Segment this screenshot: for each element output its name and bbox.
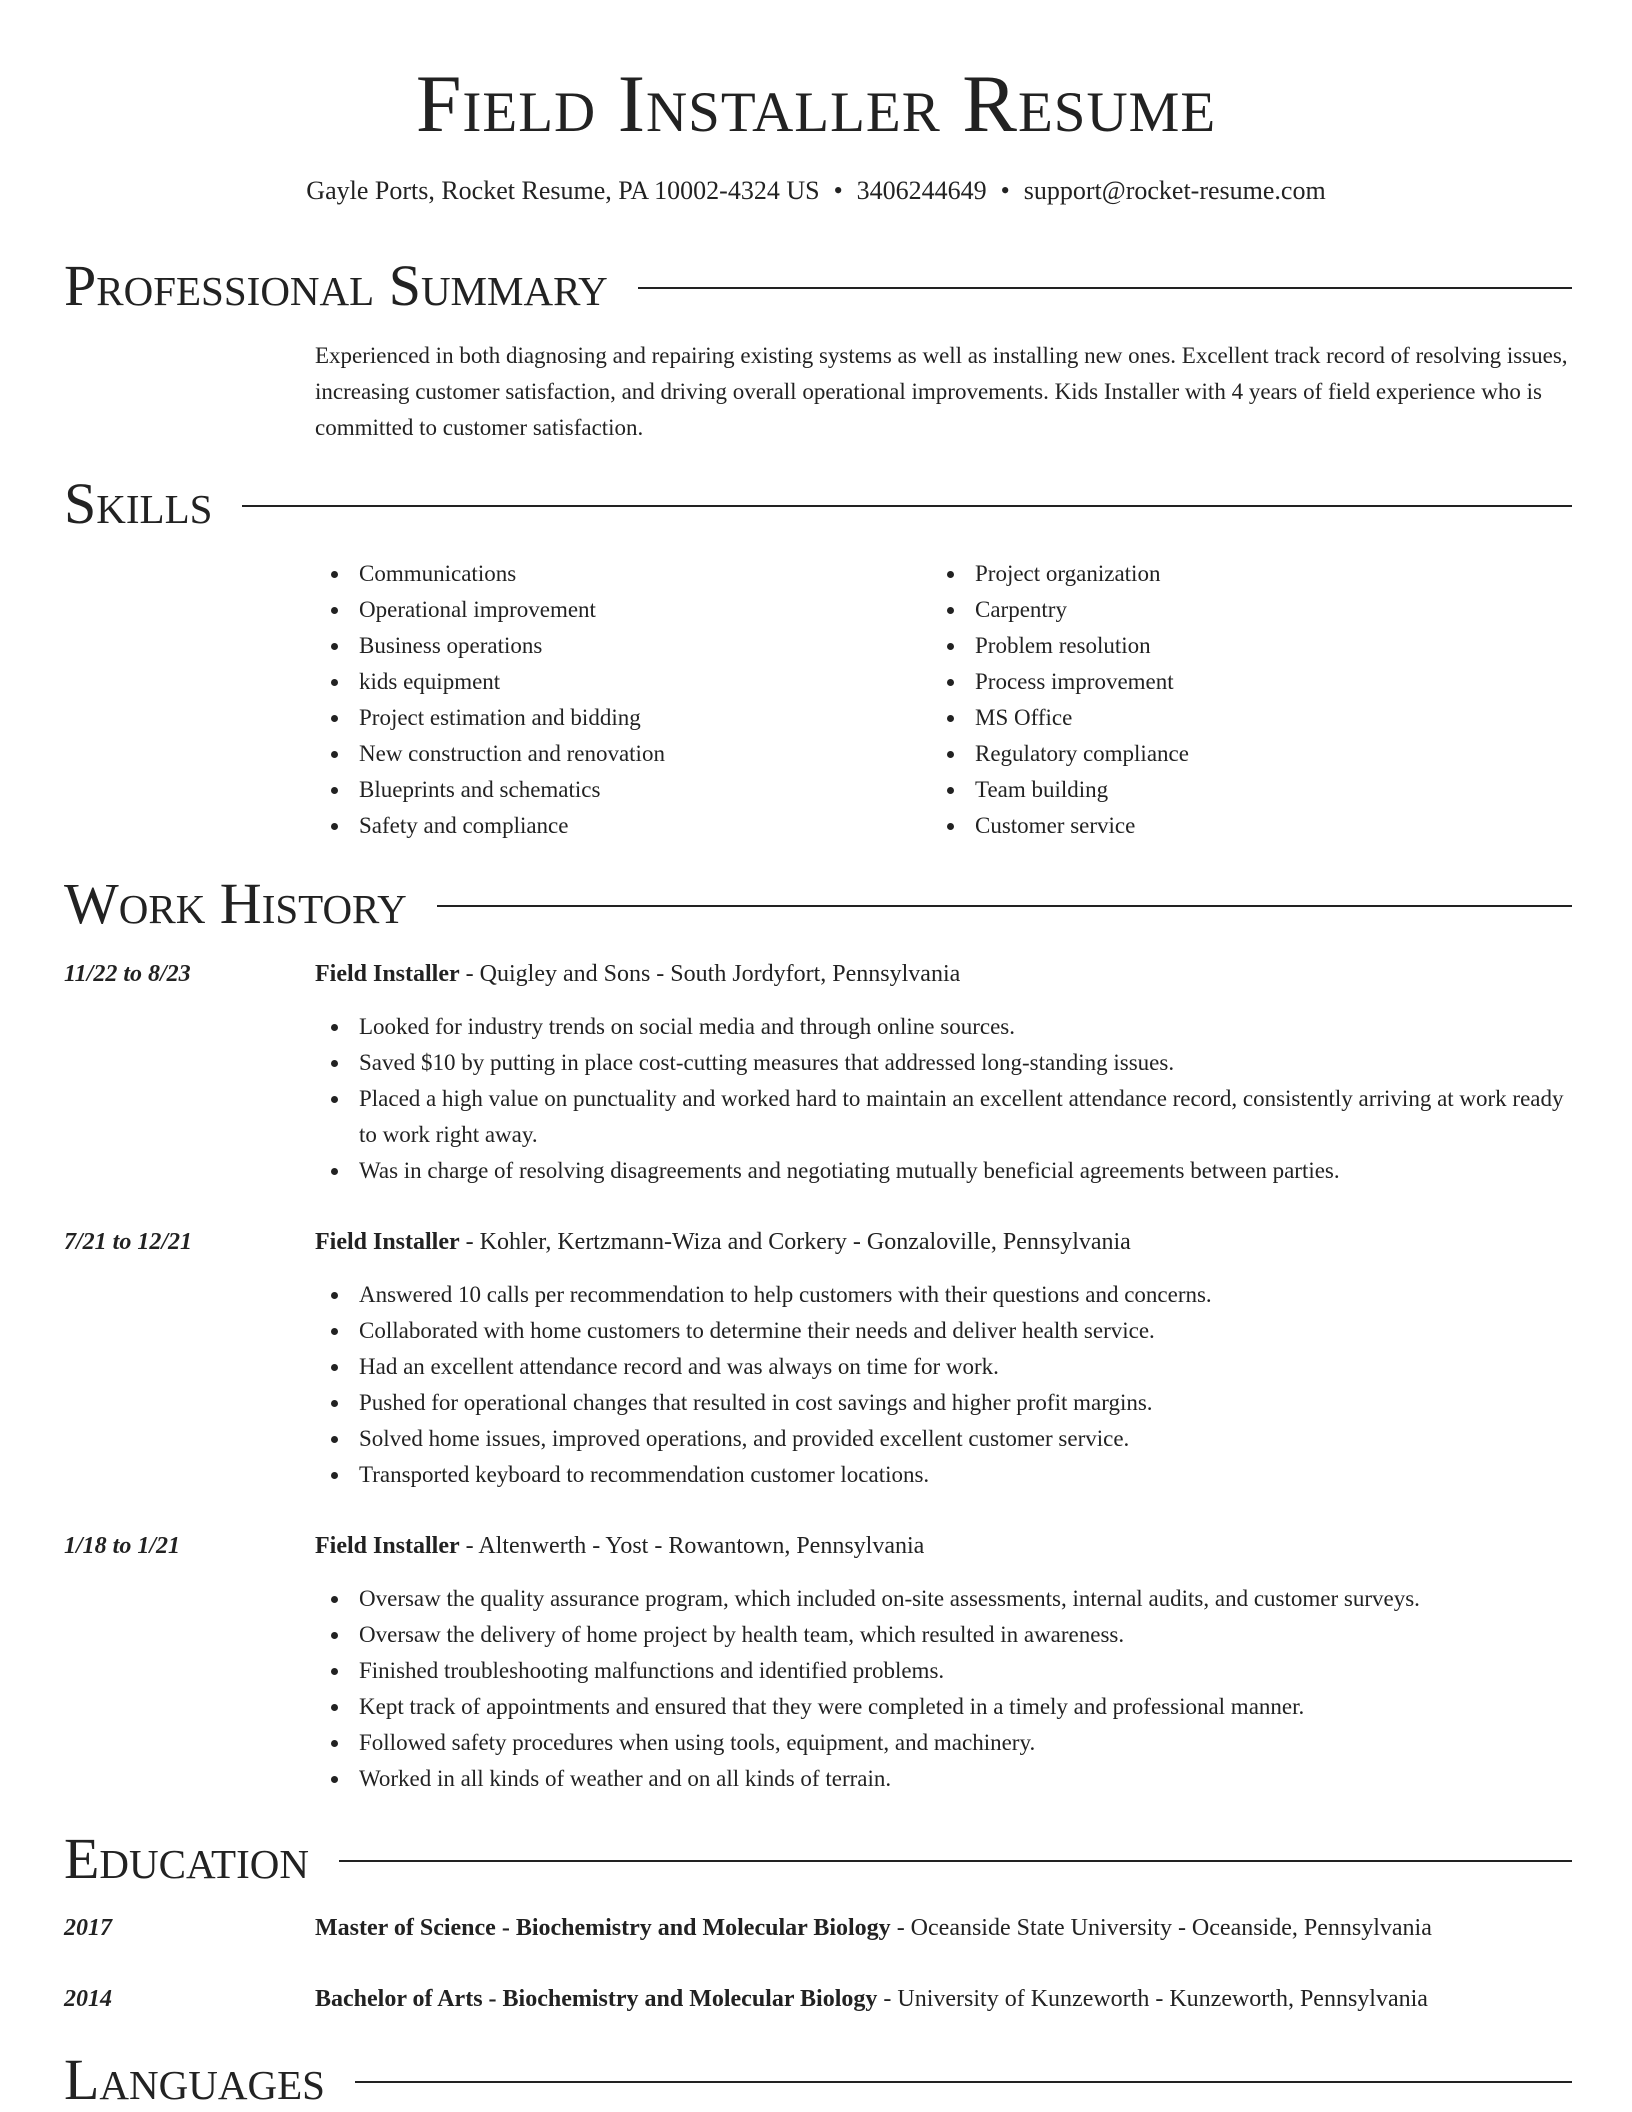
section-title: Work History: [64, 871, 407, 936]
job-title: Field Installer: [315, 1229, 460, 1255]
job-employer: - Kohler, Kertzmann-Wiza and Corkery - Gonzaloville, Pennsylvania: [459, 1229, 1131, 1255]
skill-item: Blueprints and schematics: [315, 772, 915, 808]
job-bullets: [315, 1277, 1577, 1493]
education-school: - University of Kunzeworth - Kunzeworth, Pennsylvania: [877, 1986, 1428, 2012]
job-bullet: Transported keyboard to recommendation customer locations.: [315, 1457, 1577, 1493]
skill-item: Problem resolution: [931, 628, 1531, 664]
section-divider: [242, 505, 1572, 507]
education-degree: Master of Science - Biochemistry and Molecular Biology: [315, 1915, 891, 1941]
job-title: Field Installer: [315, 961, 460, 987]
section-title: Education: [64, 1826, 309, 1891]
education-degree: Bachelor of Arts - Biochemistry and Molecular Biology: [315, 1986, 878, 2012]
job-dates: 7/21 to 12/21: [64, 1229, 193, 1255]
job-bullets: [315, 1581, 1577, 1797]
section-header-languages: [64, 2047, 1572, 2112]
contact-line: [0, 175, 1632, 207]
section-divider: [437, 905, 1572, 907]
contact-address: Gayle Ports, Rocket Resume, PA 10002-4324 US: [306, 176, 820, 205]
education-school: - Oceanside State University - Oceanside, Pennsylvania: [890, 1915, 1432, 1941]
job-heading: [315, 1224, 1575, 1260]
job-bullet: Was in charge of resolving disagreements and negotiating mutually beneficial agreements between parties.: [315, 1153, 1577, 1189]
skill-item: kids equipment: [315, 664, 915, 700]
job-bullet: Kept track of appointments and ensured that they were completed in a timely and professional manner.: [315, 1689, 1577, 1725]
contact-separator: •: [1000, 176, 1010, 205]
page-title: Field Installer Resume: [415, 58, 1217, 149]
education-year: 2017: [64, 1915, 112, 1941]
job-bullet: Saved $10 by putting in place cost-cutting measures that addressed long-standing issues.: [315, 1045, 1577, 1081]
section-header-education: [64, 1826, 1572, 1891]
section-title: Professional Summary: [64, 253, 608, 318]
job-dates: 11/22 to 8/23: [64, 961, 191, 987]
job-employer: - Quigley and Sons - South Jordyfort, Pennsylvania: [459, 961, 961, 987]
skill-item: MS Office: [931, 700, 1531, 736]
skill-item: Project organization: [931, 556, 1531, 592]
contact-email: support@rocket-resume.com: [1023, 176, 1326, 205]
section-divider: [339, 1860, 1572, 1862]
section-title: Skills: [64, 471, 213, 536]
section-header-skills: [64, 471, 1572, 536]
education-year: 2014: [64, 1986, 112, 2012]
job-bullet: Pushed for operational changes that resulted in cost savings and higher profit margins.: [315, 1385, 1577, 1421]
job-bullet: Followed safety procedures when using tools, equipment, and machinery.: [315, 1725, 1577, 1761]
job-heading: [315, 1528, 1575, 1564]
skill-item: New construction and renovation: [315, 736, 915, 772]
section-title: Languages: [64, 2047, 325, 2112]
section-header-work: [64, 871, 1572, 936]
job-bullet: Placed a high value on punctuality and worked hard to maintain an excellent attendance record, consistently arriving at work ready to work right away.: [315, 1081, 1577, 1153]
skill-item: Project estimation and bidding: [315, 700, 915, 736]
job-bullets: [315, 1009, 1577, 1189]
section-divider: [638, 287, 1572, 289]
education-entry: [315, 1981, 1575, 2017]
job-bullet: Worked in all kinds of weather and on all kinds of terrain.: [315, 1761, 1577, 1797]
skill-item: Business operations: [315, 628, 915, 664]
job-title: Field Installer: [315, 1533, 460, 1559]
contact-phone: 3406244649: [856, 176, 987, 205]
job-bullet: Collaborated with home customers to determine their needs and deliver health service.: [315, 1313, 1577, 1349]
job-bullet: Answered 10 calls per recommendation to help customers with their questions and concerns.: [315, 1277, 1577, 1313]
job-bullet: Solved home issues, improved operations, and provided excellent customer service.: [315, 1421, 1577, 1457]
section-divider: [355, 2081, 1572, 2083]
job-bullet: Oversaw the delivery of home project by health team, which resulted in awareness.: [315, 1617, 1577, 1653]
section-header-summary: [64, 253, 1572, 318]
job-bullet: Looked for industry trends on social media and through online sources.: [315, 1009, 1577, 1045]
skills-list-right: [931, 556, 1531, 844]
job-heading: [315, 956, 1575, 992]
skill-item: Safety and compliance: [315, 808, 915, 844]
skill-item: Customer service: [931, 808, 1531, 844]
job-bullet: Had an excellent attendance record and was always on time for work.: [315, 1349, 1577, 1385]
skill-item: Team building: [931, 772, 1531, 808]
skill-item: Operational improvement: [315, 592, 915, 628]
skills-list-left: [315, 556, 915, 844]
education-entry: [315, 1910, 1575, 1946]
skill-item: Regulatory compliance: [931, 736, 1531, 772]
contact-separator: •: [833, 176, 843, 205]
job-bullet: Finished troubleshooting malfunctions and identified problems.: [315, 1653, 1577, 1689]
skill-item: Process improvement: [931, 664, 1531, 700]
summary-text: Experienced in both diagnosing and repairing existing systems as well as installing new ones. Excellent track record of resolving issues, increasing customer satisfaction, and driving overall operational improvements. Kids Installer with 4 years of field experience who is committed to customer satisfaction.: [315, 343, 1568, 440]
job-bullet: Oversaw the quality assurance program, which included on-site assessments, internal audits, and customer surveys.: [315, 1581, 1577, 1617]
job-dates: 1/18 to 1/21: [64, 1533, 181, 1559]
skill-item: Communications: [315, 556, 915, 592]
skill-item: Carpentry: [931, 592, 1531, 628]
job-employer: - Altenwerth - Yost - Rowantown, Pennsylvania: [459, 1533, 925, 1559]
